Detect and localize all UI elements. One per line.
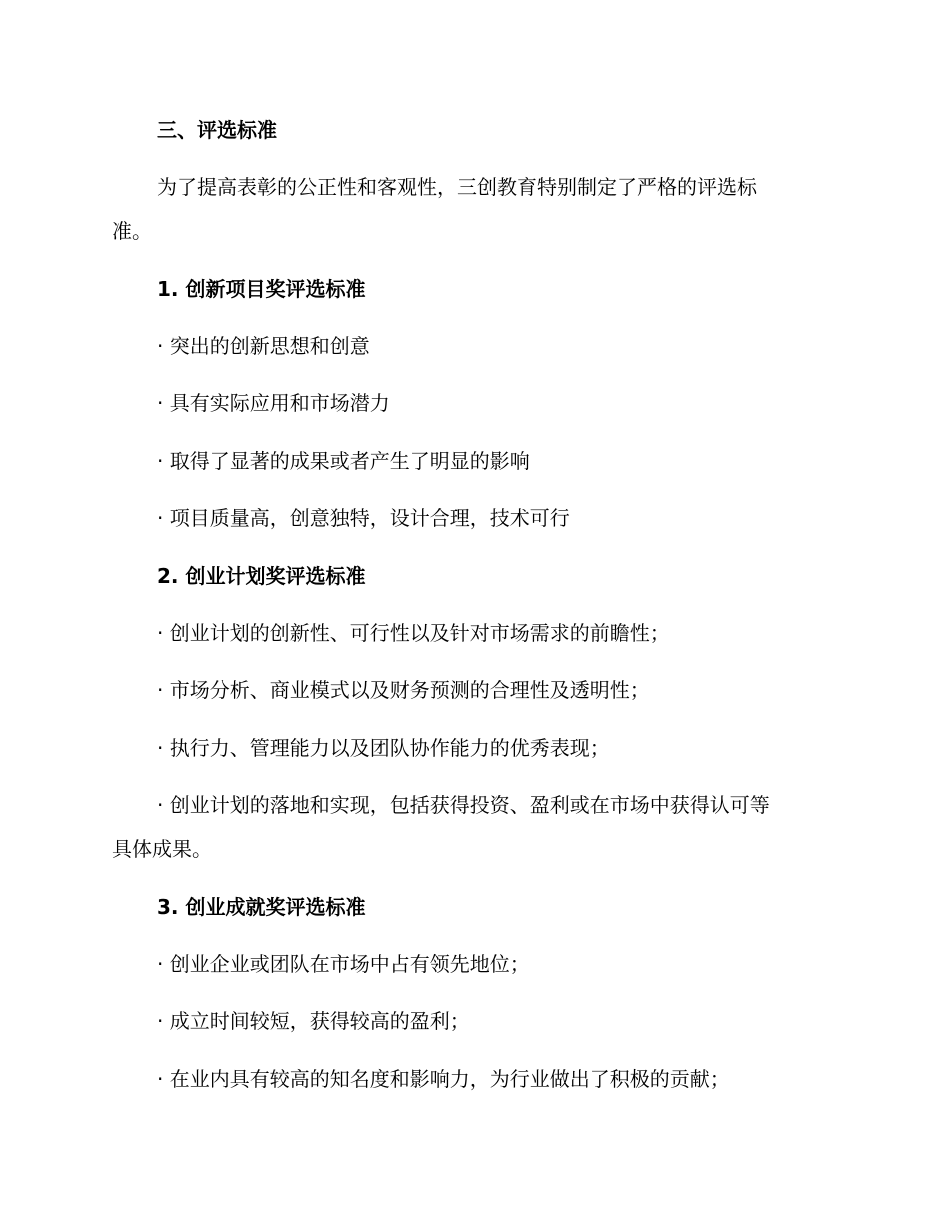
section-title: 三、评选标准 [157,118,277,142]
list-item: · 具有实际应用和市场潜力 [157,391,390,415]
list-item: · 成立时间较短，获得较高的盈利； [157,1009,470,1033]
list-item: · 创业企业或团队在市场中占有领先地位； [157,952,530,976]
intro-paragraph-line-1: 为了提高表彰的公正性和客观性，三创教育特别制定了严格的评选标 [157,175,757,199]
list-item: · 创业计划的落地和实现，包括获得投资、盈利或在市场中获得认可等 [157,793,770,817]
list-item: · 执行力、管理能力以及团队协作能力的优秀表现； [157,736,610,760]
list-item: · 市场分析、商业模式以及财务预测的合理性及透明性； [157,678,650,702]
list-item: · 创业计划的创新性、可行性以及针对市场需求的前瞻性； [157,621,670,645]
intro-paragraph-line-2: 准。 [112,219,152,243]
achievement-heading: 3. 创业成就奖评选标准 [157,895,366,919]
list-item: · 在业内具有较高的知名度和影响力，为行业做出了积极的贡献； [157,1067,730,1091]
business-plan-heading: 2. 创业计划奖评选标准 [157,564,366,588]
list-item: · 项目质量高，创意独特，设计合理，技术可行 [157,506,570,530]
innovation-project-heading: 1. 创新项目奖评选标准 [157,277,366,301]
list-item: · 突出的创新思想和创意 [157,334,370,358]
list-item-continuation: 具体成果。 [112,837,212,861]
list-item: · 取得了显著的成果或者产生了明显的影响 [157,449,530,473]
